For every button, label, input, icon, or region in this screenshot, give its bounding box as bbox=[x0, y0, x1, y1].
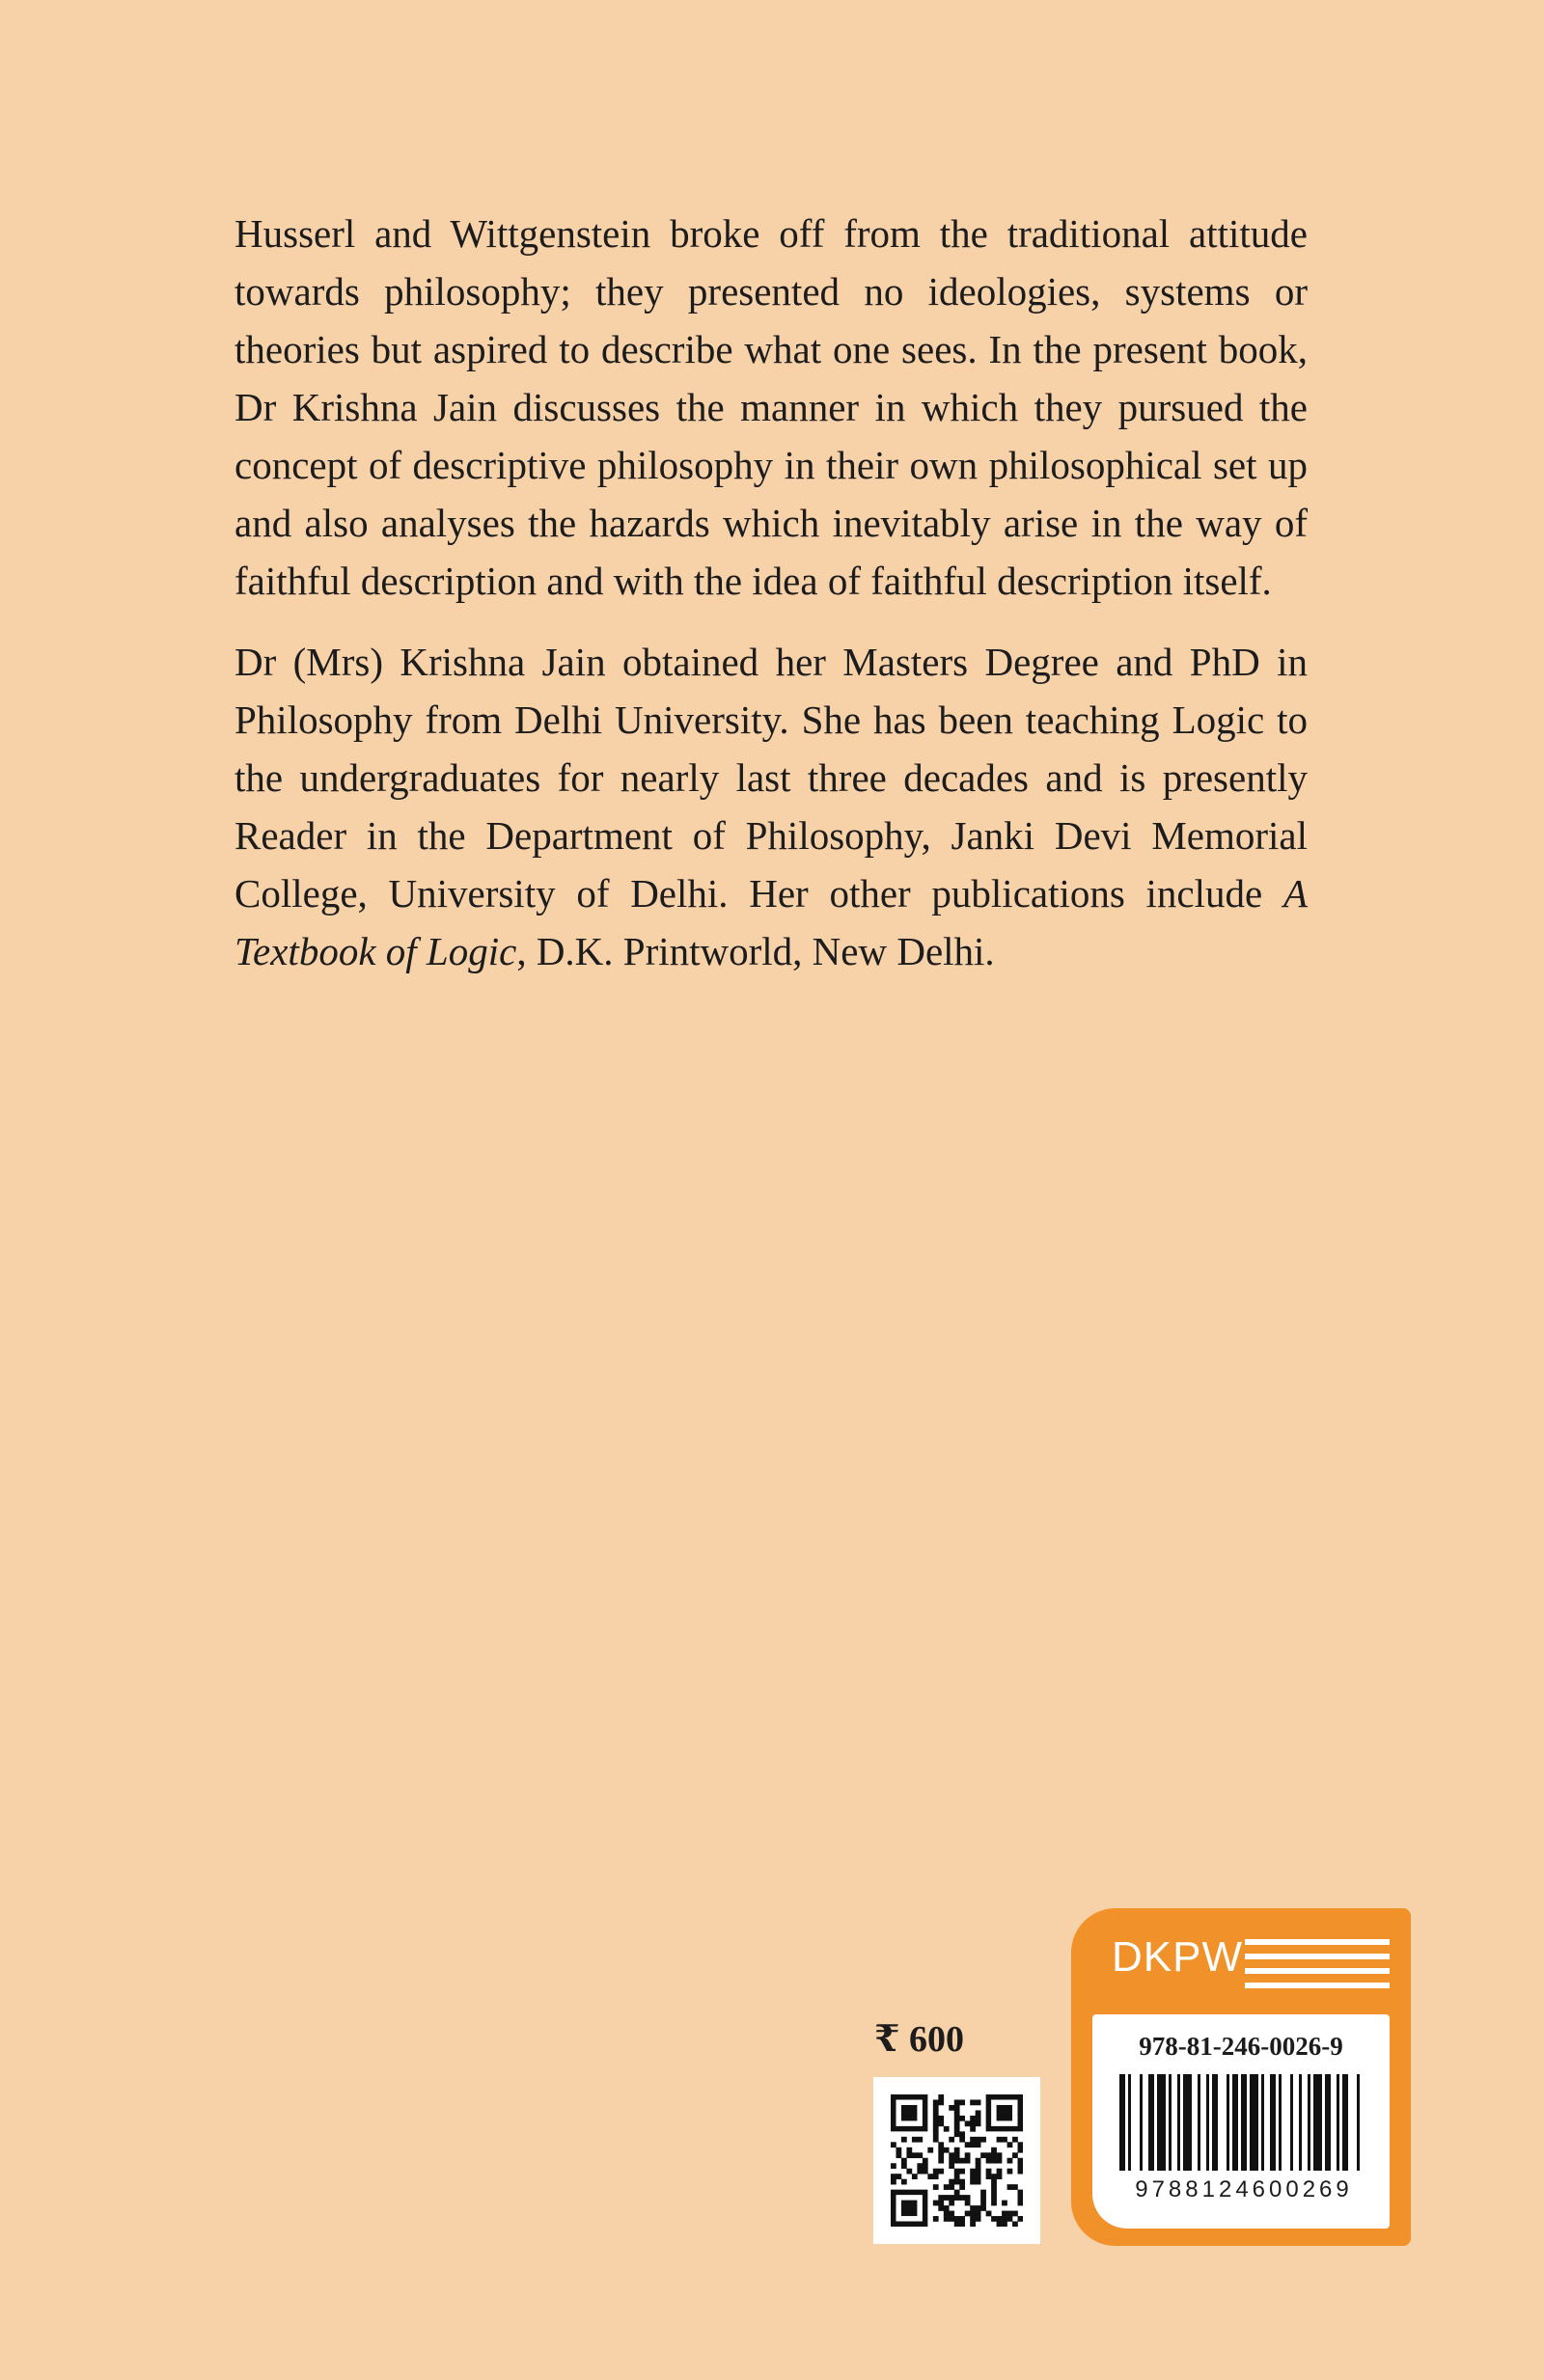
barcode-icon bbox=[1119, 2074, 1363, 2180]
author-bio bbox=[234, 633, 1308, 980]
back-cover-blurb bbox=[234, 205, 1308, 1003]
isbn-number: 978-81-246-0026-9 bbox=[1139, 2032, 1343, 2061]
author-bio-text: Dr (Mrs) Krishna Jain obtained her Masters Degree and PhD in Philosophy from Delhi University. She has been teaching Logic to the undergraduates for nearly last three decades and is presently Reader in the Department of Philosophy, Janki Devi Memorial College, University of Delhi. Her other publications include bbox=[234, 640, 1308, 916]
publisher-reference: , D.K. Printworld, New Delhi. bbox=[516, 929, 995, 973]
barcode-digits: 9788124600269 bbox=[1135, 2176, 1353, 2202]
logo-lines-icon bbox=[1245, 1939, 1390, 1997]
isbn-barcode-panel bbox=[1092, 2014, 1390, 2229]
publisher-badge bbox=[1071, 1908, 1411, 2246]
publisher-logo: DKPW bbox=[1112, 1933, 1243, 1981]
price-label: ₹ 600 bbox=[874, 2019, 964, 2060]
book-description: Husserl and Wittgenstein broke off from the traditional attitude towards philosophy; they presented no ideologies, systems or theories but aspired to describe what one sees. In the present book, Dr Krishna Jain discusses the manner in which they pursued the concept of descriptive philosophy in their own philosophical set up and also analyses the hazards which inevitably arise in the way of faithful description and with the idea of faithful description itself. bbox=[234, 211, 1308, 603]
book-title-reference: A Textbook of Logic bbox=[234, 871, 1308, 973]
qr-code bbox=[873, 2077, 1040, 2244]
